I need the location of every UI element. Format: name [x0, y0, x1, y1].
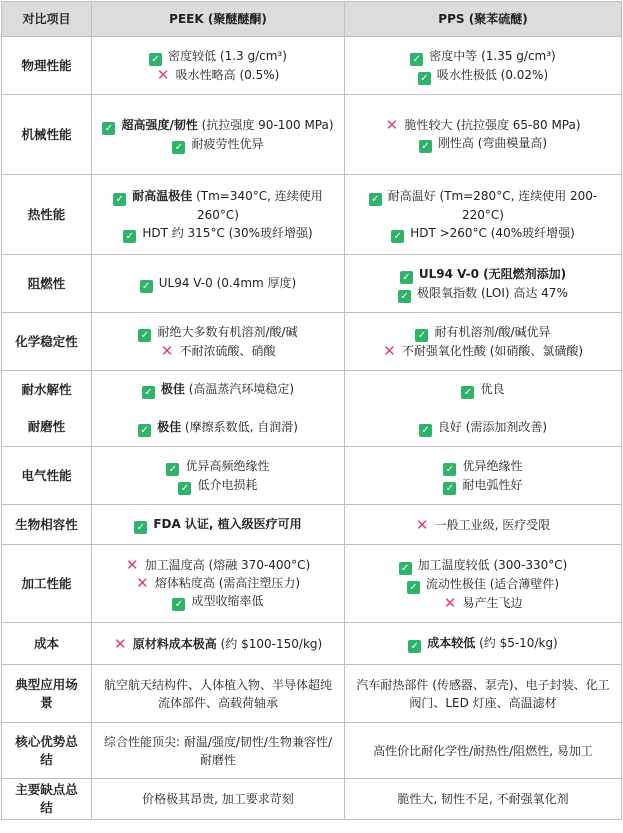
check-icon: ✓ — [166, 463, 179, 476]
bullet-text: 吸水性极低 (0.02%) — [436, 67, 549, 82]
bullet-text: 耐绝大多数有机溶剂/酸/碱 — [157, 325, 298, 339]
bullet-item — [353, 418, 613, 437]
check-icon: ✓ — [140, 280, 153, 293]
table-row — [2, 95, 622, 175]
bullet-text: 优异绝缘性 — [462, 458, 523, 473]
bullet-text: 刚性高 (弯曲模量高) — [437, 136, 548, 150]
bullet-item — [353, 47, 613, 66]
pps-cell — [345, 175, 622, 255]
bullet-item — [100, 556, 336, 574]
bullet-text: 不耐强氧化性酸 (如硝酸、氯磺酸) — [401, 344, 584, 358]
check-icon: ✓ — [399, 562, 412, 575]
row-label: 机械性能 — [2, 95, 92, 175]
peek-cell — [92, 545, 345, 623]
row-label: 成本 — [2, 623, 92, 665]
bullet-bold-text: 超高强度/韧性 — [121, 117, 198, 132]
peek-cell — [92, 623, 345, 665]
table-row — [2, 723, 622, 779]
bullet-text: (摩擦系数低, 自润滑) — [181, 419, 298, 434]
bullet-item — [353, 457, 613, 476]
table-row — [2, 779, 622, 820]
check-icon: ✓ — [407, 581, 420, 594]
table-row — [2, 447, 622, 505]
check-icon: ✓ — [113, 193, 126, 206]
bullet-text: 易产生飞边 — [462, 595, 523, 610]
bullet-text: 流动性极佳 (适合薄壁件) — [425, 576, 560, 591]
bullet-text: 极限氧指数 (LOI) 高达 47% — [417, 285, 568, 300]
bullet-item — [353, 187, 613, 224]
row-label: 核心优势总结 — [2, 723, 92, 779]
bullet-item — [353, 556, 613, 575]
header-peek: PEEK (聚醚醚酮) — [92, 2, 345, 37]
peek-cell — [92, 175, 345, 255]
row-label: 生物相容性 — [2, 505, 92, 545]
check-icon: ✓ — [408, 640, 421, 653]
row-label: 耐磨性 — [2, 409, 92, 447]
bullet-item — [353, 66, 613, 85]
table-row — [2, 313, 622, 371]
check-icon: ✓ — [391, 230, 404, 243]
bullet-item — [100, 66, 336, 84]
bullet-item — [100, 342, 336, 360]
bullet-item — [100, 592, 336, 611]
check-icon: ✓ — [419, 424, 432, 437]
check-icon: ✓ — [138, 424, 151, 437]
bullet-text: (Tm=340°C, 连续使用 260°C) — [192, 188, 323, 222]
pps-cell — [345, 313, 622, 371]
table-row — [2, 545, 622, 623]
bullet-text: UL94 V-0 (0.4mm 厚度) — [158, 276, 297, 290]
bullet-text: (抗拉强度 90-100 MPa) — [197, 117, 334, 132]
table-row — [2, 623, 622, 665]
bullet-text: 优良 — [480, 382, 505, 397]
cross-icon: ✕ — [114, 634, 127, 653]
peek-cell — [92, 313, 345, 371]
cross-icon: ✕ — [383, 342, 396, 360]
header-pps: PPS (聚苯硫醚) — [345, 2, 622, 37]
check-icon: ✓ — [172, 141, 185, 154]
check-icon: ✓ — [142, 386, 155, 399]
peek-cell — [92, 37, 345, 95]
row-label: 电气性能 — [2, 447, 92, 505]
bullet-item — [100, 224, 336, 243]
check-icon: ✓ — [400, 271, 413, 284]
bullet-text: 耐高温好 (Tm=280°C, 连续使用 200-220°C) — [387, 188, 598, 222]
pps-text: 脆性大, 韧性不足, 不耐强氧化剂 — [345, 779, 622, 820]
bullet-bold-text: 耐高温极佳 — [132, 188, 193, 203]
bullet-text: (约 $5-10/kg) — [475, 636, 558, 650]
table-row — [2, 37, 622, 95]
pps-text: 高性价比耐化学性/耐热性/阻燃性, 易加工 — [345, 723, 622, 779]
peek-cell — [92, 505, 345, 545]
check-icon: ✓ — [410, 53, 423, 66]
pps-cell — [345, 505, 622, 545]
header-item: 对比项目 — [2, 2, 92, 37]
bullet-item — [100, 116, 336, 135]
bullet-item — [100, 47, 336, 66]
bullet-text: 一般工业级, 医疗受限 — [434, 517, 551, 532]
bullet-item — [353, 476, 613, 495]
peek-cell — [92, 447, 345, 505]
bullet-item — [100, 574, 336, 592]
check-icon: ✓ — [138, 329, 151, 342]
bullet-text: 加工温度较低 (300-330°C) — [417, 557, 568, 572]
pps-text: 汽车耐热部件 (传感器、泵壳)、电子封装、化工阀门、LED 灯座、高温滤材 — [345, 665, 622, 723]
peek-cell — [92, 371, 345, 409]
bullet-text: 密度较低 (1.3 g/cm³) — [168, 49, 287, 63]
row-label: 热性能 — [2, 175, 92, 255]
table-row — [2, 255, 622, 313]
row-label: 主要缺点总结 — [2, 779, 92, 820]
bullet-text: 低介电损耗 — [197, 477, 258, 492]
row-label: 物理性能 — [2, 37, 92, 95]
bullet-text: 耐电弧性好 — [462, 477, 523, 492]
bullet-item — [100, 515, 336, 534]
table-row — [2, 371, 622, 409]
bullet-item — [353, 594, 613, 612]
bullet-item — [353, 575, 613, 594]
bullet-text: HDT >260°C (40%玻纤增强) — [410, 225, 575, 240]
check-icon: ✓ — [178, 482, 191, 495]
check-icon: ✓ — [418, 72, 431, 85]
check-icon: ✓ — [102, 122, 115, 135]
bullet-item — [100, 323, 336, 342]
bullet-text: 熔体粘度高 (需高注塑压力) — [154, 576, 301, 590]
peek-cell — [92, 255, 345, 313]
cross-icon: ✕ — [156, 66, 170, 84]
cross-icon: ✕ — [443, 593, 457, 612]
pps-cell — [345, 545, 622, 623]
table-row — [2, 665, 622, 723]
pps-cell — [345, 95, 622, 175]
bullet-item — [100, 380, 336, 399]
bullet-item — [353, 342, 613, 360]
comparison-table — [1, 1, 622, 820]
peek-text: 航空航天结构件、人体植入物、半导体超纯流体部件、高载荷轴承 — [92, 665, 345, 723]
check-icon: ✓ — [415, 329, 428, 342]
table-row — [2, 409, 622, 447]
bullet-text: 优异高频绝缘性 — [185, 458, 270, 473]
bullet-text: 不耐浓硫酸、硝酸 — [179, 344, 276, 358]
pps-cell — [345, 409, 622, 447]
check-icon: ✓ — [419, 140, 432, 153]
bullet-item — [100, 135, 336, 154]
bullet-text: 耐疲劳性优异 — [191, 136, 264, 151]
bullet-item — [353, 134, 613, 153]
pps-cell — [345, 37, 622, 95]
pps-cell — [345, 447, 622, 505]
check-icon: ✓ — [398, 290, 411, 303]
peek-text: 综合性能顶尖: 耐温/强度/韧性/生物兼容性/耐磨性 — [92, 723, 345, 779]
bullet-text: 成型收缩率低 — [191, 594, 264, 608]
table-row — [2, 175, 622, 255]
peek-text: 价格极其昂贵, 加工要求苛刻 — [92, 779, 345, 820]
bullet-item — [353, 116, 613, 134]
table-row — [2, 505, 622, 545]
bullet-item — [100, 635, 336, 653]
bullet-bold-text: FDA 认证, 植入级医疗可用 — [153, 517, 302, 531]
bullet-item — [353, 516, 613, 534]
check-icon: ✓ — [443, 482, 456, 495]
bullet-item — [100, 457, 336, 476]
peek-cell — [92, 409, 345, 447]
cross-icon: ✕ — [415, 515, 429, 534]
cross-icon: ✕ — [385, 116, 399, 134]
check-icon: ✓ — [443, 463, 456, 476]
bullet-text: 耐有机溶剂/酸/碱优异 — [434, 325, 551, 339]
cross-icon: ✕ — [160, 342, 174, 360]
bullet-item — [100, 476, 336, 495]
bullet-item — [353, 224, 613, 243]
bullet-item — [353, 284, 613, 303]
bullet-bold-text: 极佳 — [160, 382, 185, 397]
bullet-item — [100, 187, 336, 224]
cross-icon: ✕ — [136, 574, 149, 592]
pps-cell — [345, 255, 622, 313]
row-label: 化学稳定性 — [2, 313, 92, 371]
bullet-text: HDT 约 315°C (30%玻纤增强) — [142, 225, 313, 240]
bullet-item — [353, 634, 613, 653]
bullet-bold-text: 成本较低 — [427, 636, 476, 650]
pps-cell — [345, 371, 622, 409]
peek-cell — [92, 95, 345, 175]
check-icon: ✓ — [149, 53, 162, 66]
bullet-text: 密度中等 (1.35 g/cm³) — [429, 48, 556, 63]
bullet-text: 脆性较大 (抗拉强度 65-80 MPa) — [404, 118, 581, 132]
bullet-text: 良好 (需添加剂改善) — [437, 419, 548, 434]
row-label: 加工性能 — [2, 545, 92, 623]
bullet-bold-text: 原材料成本极高 — [132, 636, 217, 651]
check-icon: ✓ — [134, 521, 147, 534]
bullet-item — [353, 265, 613, 284]
bullet-item — [100, 274, 336, 293]
check-icon: ✓ — [369, 193, 382, 206]
pps-cell — [345, 623, 622, 665]
bullet-item — [353, 380, 613, 399]
bullet-bold-text: 极佳 — [157, 419, 182, 434]
bullet-text: 加工温度高 (熔融 370-400°C) — [144, 558, 311, 572]
bullet-text: (高温蒸汽环境稳定) — [184, 382, 295, 397]
bullet-text: 吸水性略高 (0.5%) — [175, 68, 280, 82]
row-label: 耐水解性 — [2, 371, 92, 409]
check-icon: ✓ — [461, 386, 474, 399]
bullet-bold-text: UL94 V-0 (无阻燃剂添加) — [418, 266, 567, 281]
check-icon: ✓ — [123, 230, 136, 243]
cross-icon: ✕ — [125, 556, 139, 574]
header-row — [2, 2, 622, 37]
row-label: 阻燃性 — [2, 255, 92, 313]
bullet-text: (约 $100-150/kg) — [216, 636, 323, 651]
bullet-item — [100, 418, 336, 437]
row-label: 典型应用场景 — [2, 665, 92, 723]
check-icon: ✓ — [172, 598, 185, 611]
bullet-item — [353, 323, 613, 342]
